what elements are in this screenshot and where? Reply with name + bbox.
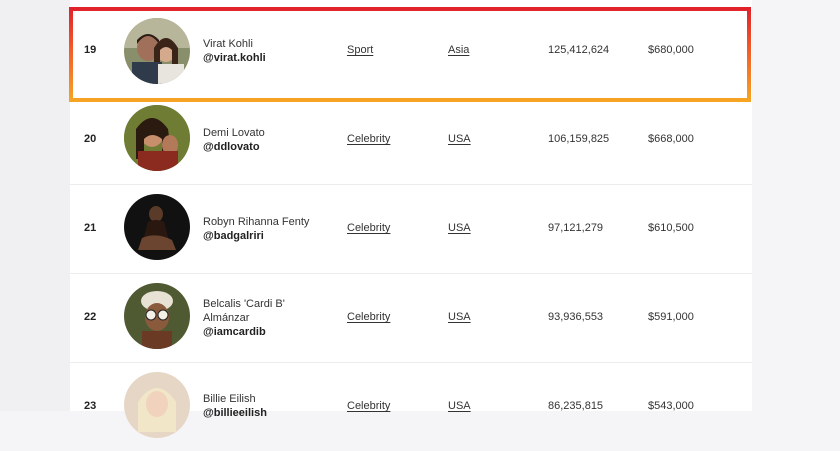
price-per-post: $680,000 — [648, 44, 694, 56]
influencer-handle: @badgalriri — [203, 230, 264, 242]
influencer-handle: @ddlovato — [203, 141, 260, 153]
avatar — [124, 194, 190, 260]
price-per-post: $668,000 — [648, 133, 694, 145]
table-row[interactable] — [70, 362, 752, 451]
influencer-handle: @iamcardib — [203, 326, 266, 338]
table-row[interactable] — [70, 95, 752, 184]
avatar — [124, 105, 190, 171]
influencer-name: Robyn Rihanna Fenty — [203, 216, 310, 228]
avatar — [124, 372, 190, 438]
influencer-name: Billie Eilish — [203, 393, 256, 405]
rank-number: 21 — [84, 222, 97, 234]
category-link[interactable]: Sport — [347, 44, 374, 56]
category-link[interactable]: Celebrity — [347, 133, 391, 145]
table-row[interactable] — [70, 7, 752, 101]
followers-count: 106,159,825 — [548, 133, 610, 145]
influencer-handle: @virat.kohli — [203, 52, 266, 64]
rank-number: 22 — [84, 311, 97, 323]
price-per-post: $610,500 — [648, 222, 694, 234]
avatar — [124, 283, 190, 349]
category-link[interactable]: Celebrity — [347, 400, 391, 412]
rank-number: 19 — [84, 44, 97, 56]
category-link[interactable]: Celebrity — [347, 311, 391, 323]
followers-count: 93,936,553 — [548, 311, 604, 323]
influencer-name: Belcalis 'Cardi B' Almánzar — [203, 298, 285, 324]
page-background-left — [0, 0, 70, 411]
price-per-post: $543,000 — [648, 400, 694, 412]
rank-number: 20 — [84, 133, 97, 145]
region-link[interactable]: USA — [448, 222, 471, 234]
region-link[interactable]: USA — [448, 133, 471, 145]
influencer-handle: @billieeilish — [203, 407, 267, 419]
avatar — [124, 18, 190, 84]
followers-count: 125,412,624 — [548, 44, 610, 56]
category-link[interactable]: Celebrity — [347, 222, 391, 234]
influencer-name: Demi Lovato — [203, 127, 265, 139]
price-per-post: $591,000 — [648, 311, 694, 323]
influencer-name: Virat Kohli — [203, 38, 253, 50]
followers-count: 97,121,279 — [548, 222, 604, 234]
region-link[interactable]: USA — [448, 400, 471, 412]
region-link[interactable]: Asia — [448, 44, 470, 56]
table-row[interactable] — [70, 273, 752, 362]
table-row[interactable] — [70, 184, 752, 273]
region-link[interactable]: USA — [448, 311, 471, 323]
followers-count: 86,235,815 — [548, 400, 604, 412]
rank-number: 23 — [84, 400, 97, 412]
